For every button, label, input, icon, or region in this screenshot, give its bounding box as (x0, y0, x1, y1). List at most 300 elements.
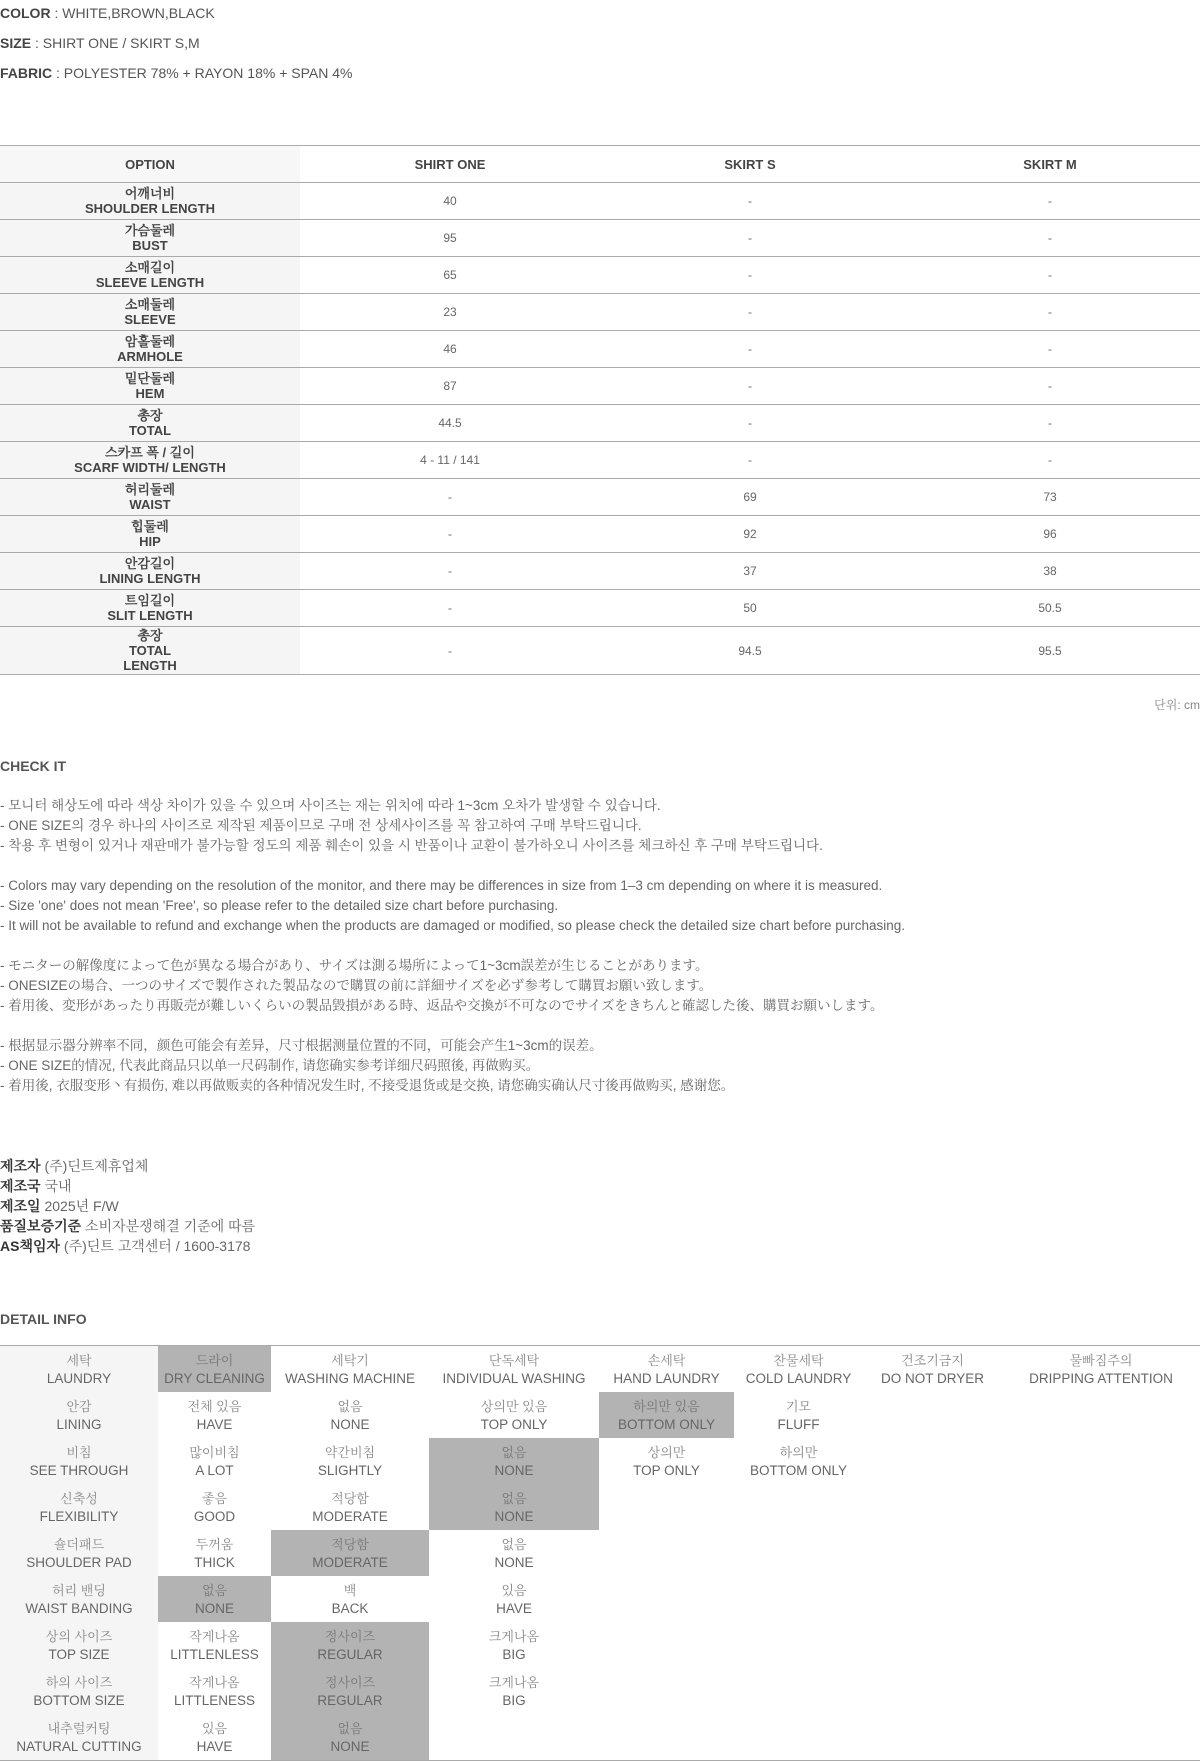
note-line: - ONE SIZE的情况, 代表此商品只以单一尺码制作, 请您确实参考详细尺码照後, 再做购买。 (0, 1058, 540, 1073)
detail-ko: 세탁 (66, 1353, 92, 1368)
size-row (0, 442, 1200, 479)
detail-row-head (0, 1346, 158, 1393)
detail-ko: 없음 (201, 1583, 228, 1598)
size-table (0, 145, 1200, 675)
size-row-label (0, 590, 300, 627)
maker-value: (주)딘트제휴업체 (40, 1158, 149, 1174)
detail-ko: 물빠짐주의 (1069, 1353, 1133, 1368)
label-ko: 안감길이 (124, 556, 176, 571)
note-line: - ONE SIZE의 경우 하나의 사이즈로 제작된 제품이므로 구매 전 상세사이즈를 꼭 참고하여 구매 부탁드립니다. (0, 818, 642, 833)
maker-label: 품질보증기준 (0, 1218, 82, 1234)
detail-en: FLUFF (777, 1417, 820, 1432)
size-value-cell: 95 (443, 231, 457, 245)
size-value-cell: 23 (443, 305, 457, 319)
detail-cell (863, 1714, 1002, 1761)
detail-en: SEE THROUGH (29, 1463, 129, 1478)
detail-row-head (0, 1484, 158, 1530)
detail-cell (158, 1484, 271, 1530)
detail-ko: 하의 사이즈 (45, 1675, 113, 1690)
maker-row (0, 1176, 255, 1196)
detail-ko: 백 (343, 1583, 357, 1598)
detail-cell (599, 1576, 734, 1622)
detail-ko: 하의만 있음 (633, 1399, 700, 1414)
label-ko: 가슴둘레 (124, 223, 176, 238)
label-ko: 소매둘레 (124, 297, 176, 312)
detail-cell (863, 1668, 1002, 1714)
spec-size (0, 35, 200, 51)
label-ko: 총장 (137, 628, 163, 643)
maker-row (0, 1216, 255, 1236)
size-row (0, 516, 1200, 553)
note-line: - 모니터 해상도에 따라 색상 차이가 있을 수 있으며 사이즈는 재는 위치에 따라 1~3cm 오차가 발생할 수 있습니다. (0, 798, 661, 813)
header-option: OPTION (0, 146, 300, 183)
detail-cell (271, 1530, 429, 1576)
detail-cell (734, 1576, 863, 1622)
detail-cell (158, 1668, 271, 1714)
detail-ko: 찬물세탁 (773, 1353, 824, 1368)
detail-ko: 좋음 (201, 1491, 228, 1506)
detail-ko: 없음 (501, 1537, 527, 1552)
label-ko: 소매길이 (124, 260, 176, 275)
maker-value: 2025년 F/W (40, 1198, 119, 1214)
spec-label: FABRIC (0, 65, 53, 81)
detail-en: NONE (494, 1509, 534, 1524)
detail-cell (1002, 1714, 1200, 1761)
size-row (0, 294, 1200, 331)
note-line: - It will not be available to refund and exchange when the products are damaged or modified, so please check the detailed size chart before purchasing. (0, 918, 906, 933)
detail-cell (271, 1392, 429, 1438)
size-value-cell: - (1048, 194, 1052, 208)
maker-value: 소비자분쟁해결 기준에 따름 (81, 1218, 256, 1234)
size-value-cell: 38 (1043, 564, 1057, 578)
maker-info (0, 1156, 255, 1256)
detail-cell (1002, 1438, 1200, 1484)
size-value-cell: - (1048, 416, 1052, 430)
size-row (0, 220, 1200, 257)
detail-ko: 적당함 (331, 1491, 369, 1506)
detail-row (0, 1530, 1200, 1576)
detail-cell (429, 1346, 599, 1393)
label-en: SLEEVE (124, 312, 176, 327)
label-ko: 암홀둘레 (124, 334, 176, 349)
detail-ko: 없음 (337, 1399, 363, 1414)
detail-en: TOP SIZE (48, 1647, 110, 1662)
detail-ko: 작게나옴 (189, 1629, 240, 1644)
detail-en: FLEXIBILITY (39, 1509, 119, 1524)
detail-row (0, 1576, 1200, 1622)
size-row-label (0, 368, 300, 405)
detail-en: LITTLENESS (173, 1693, 256, 1708)
size-value-cell: - (448, 564, 452, 578)
detail-ko: 기모 (785, 1399, 812, 1414)
note-line: - 着用後、変形があったり再販売が難しいくらいの製品毀損がある時、返品や交換が不可なのでサイズをきちんと確認した後、購買お願いします。 (0, 998, 884, 1013)
spec-label: SIZE (0, 35, 32, 51)
label-en-2: LENGTH (123, 658, 177, 673)
detail-row (0, 1668, 1200, 1714)
check-it-title: CHECK IT (0, 758, 67, 774)
size-value-cell: - (448, 490, 452, 504)
detail-en: NONE (494, 1463, 534, 1478)
detail-ko: 세탁기 (331, 1353, 369, 1368)
size-value-cell: - (748, 453, 752, 467)
detail-en: SLIGHTLY (317, 1463, 383, 1478)
size-row-label (0, 257, 300, 294)
detail-cell (734, 1622, 863, 1668)
detail-en: NATURAL CUTTING (16, 1739, 142, 1754)
detail-ko: 정사이즈 (324, 1675, 376, 1690)
detail-ko: 없음 (501, 1491, 527, 1506)
detail-cell (429, 1484, 599, 1530)
detail-cell (734, 1530, 863, 1576)
detail-ko: 있음 (201, 1721, 228, 1736)
detail-cell (158, 1530, 271, 1576)
detail-cell (429, 1714, 599, 1761)
detail-ko: 두꺼움 (195, 1537, 234, 1552)
detail-cell (429, 1530, 599, 1576)
detail-info-table (0, 1345, 1200, 1761)
note-line: - Size 'one' does not mean 'Free', so please refer to the detailed size chart before purchasing. (0, 898, 559, 913)
detail-cell (863, 1576, 1002, 1622)
size-value-cell: 65 (443, 268, 457, 282)
detail-cell (863, 1484, 1002, 1530)
detail-cell (599, 1530, 734, 1576)
detail-row-head (0, 1392, 158, 1438)
detail-row (0, 1438, 1200, 1484)
detail-en: WAIST BANDING (25, 1601, 133, 1616)
detail-en: BIG (502, 1647, 526, 1662)
detail-en: HAVE (496, 1601, 532, 1616)
maker-label: 제조국 (0, 1178, 41, 1194)
detail-ko: 적당함 (331, 1537, 369, 1552)
detail-cell (158, 1392, 271, 1438)
maker-value: 국내 (40, 1178, 72, 1194)
detail-cell (599, 1346, 734, 1393)
detail-cell (429, 1668, 599, 1714)
detail-cell (599, 1438, 734, 1484)
detail-row (0, 1346, 1200, 1393)
spec-label: COLOR (0, 5, 51, 21)
label-en: SLEEVE LENGTH (95, 275, 205, 290)
detail-ko: 크게나옴 (488, 1675, 540, 1690)
detail-en: MODERATE (312, 1509, 388, 1524)
detail-ko: 비침 (66, 1445, 92, 1460)
detail-info-title: DETAIL INFO (0, 1311, 87, 1327)
detail-cell (429, 1438, 599, 1484)
label-en: BUST (132, 238, 168, 253)
detail-ko: 하의만 (779, 1445, 818, 1460)
detail-en: HAND LAUNDRY (613, 1371, 720, 1386)
detail-en: TOP ONLY (633, 1463, 700, 1478)
label-en: ARMHOLE (117, 349, 183, 364)
size-value-cell: 4 - 11 / 141 (420, 453, 480, 467)
detail-ko: 상의만 있음 (480, 1399, 548, 1414)
detail-en: A LOT (195, 1463, 234, 1478)
detail-cell (734, 1714, 863, 1761)
detail-row (0, 1392, 1200, 1438)
detail-en: LITTLENLESS (170, 1647, 259, 1662)
check-it-notes (0, 796, 1190, 1116)
detail-en: MODERATE (312, 1555, 388, 1570)
spec-value: : SHIRT ONE / SKIRT S,M (31, 35, 200, 51)
detail-ko: 있음 (501, 1583, 527, 1598)
detail-ko: 손세탁 (647, 1353, 686, 1368)
detail-cell (429, 1622, 599, 1668)
note-group (0, 1036, 1190, 1096)
size-row (0, 553, 1200, 590)
detail-en: DRIPPING ATTENTION (1029, 1371, 1173, 1386)
detail-row (0, 1484, 1200, 1530)
label-ko: 힙둘레 (131, 519, 169, 534)
detail-row-head (0, 1622, 158, 1668)
size-row (0, 257, 1200, 294)
size-value-cell: 50.5 (1038, 601, 1062, 615)
size-value-cell: 94.5 (738, 643, 762, 658)
note-line: - モニターの解像度によって色が異なる場合があり、サイズは測る場所によって1~3cm誤差が生じることがあります。 (0, 958, 709, 973)
note-line: - 착용 후 변형이 있거나 재판매가 불가능할 정도의 제품 훼손이 있을 시 반품이나 교환이 불가하오니 사이즈를 체크하신 후 구매 부탁드립니다. (0, 838, 823, 853)
detail-en: NONE (330, 1417, 370, 1432)
size-row (0, 590, 1200, 627)
size-value-cell: 40 (443, 194, 457, 208)
label-en: TOTAL (128, 423, 172, 438)
detail-ko: 단독세탁 (488, 1353, 540, 1368)
label-ko: 총장 (137, 408, 163, 423)
label-ko: 밑단둘레 (124, 371, 176, 386)
header-shirt-one: SHIRT ONE (414, 156, 486, 172)
note-group (0, 796, 1190, 856)
detail-ko: 많이비침 (189, 1445, 240, 1460)
note-group (0, 876, 1190, 936)
detail-ko: 안감 (66, 1399, 92, 1414)
maker-value: (주)딘트 고객센터 / 1600-3178 (60, 1238, 251, 1254)
detail-cell (158, 1714, 271, 1761)
label-en: HEM (135, 386, 165, 401)
size-row (0, 479, 1200, 516)
detail-cell (734, 1484, 863, 1530)
size-row (0, 331, 1200, 368)
size-value-cell: - (448, 527, 452, 541)
label-en: LINING LENGTH (99, 571, 201, 586)
size-value-cell: - (1048, 379, 1052, 393)
size-value-cell: 73 (1043, 490, 1057, 504)
size-value-cell: - (748, 231, 752, 245)
detail-en: HAVE (196, 1417, 233, 1432)
detail-ko: 약간비침 (324, 1445, 376, 1460)
detail-en: REGULAR (317, 1647, 383, 1662)
detail-ko: 크게나옴 (488, 1629, 540, 1644)
detail-ko: 없음 (337, 1721, 363, 1736)
size-value-cell: - (448, 643, 452, 658)
maker-label: 제조일 (0, 1198, 41, 1214)
spec-color (0, 5, 215, 21)
detail-en: SHOULDER PAD (26, 1555, 132, 1570)
size-row-label (0, 627, 300, 675)
maker-label: AS책임자 (0, 1238, 61, 1254)
detail-ko: 내추럴커팅 (47, 1721, 111, 1736)
detail-cell (863, 1530, 1002, 1576)
detail-ko: 드라이 (195, 1353, 234, 1368)
size-row-label (0, 516, 300, 553)
label-en: WAIST (129, 497, 171, 512)
detail-en: WASHING MACHINE (284, 1371, 415, 1386)
label-ko: 트임길이 (124, 593, 176, 608)
size-row (0, 368, 1200, 405)
detail-ko: 숄더패드 (53, 1537, 105, 1552)
label-en: HIP (139, 534, 161, 549)
detail-en: COLD LAUNDRY (745, 1371, 852, 1386)
detail-cell (158, 1622, 271, 1668)
detail-ko: 전체 있음 (187, 1399, 242, 1414)
detail-cell (158, 1346, 271, 1393)
size-value-cell: 44.5 (438, 416, 462, 430)
label-ko: 허리둘레 (124, 482, 176, 497)
detail-cell (599, 1668, 734, 1714)
detail-ko: 정사이즈 (324, 1629, 376, 1644)
spec-value: : WHITE,BROWN,BLACK (50, 5, 215, 21)
label-ko: 스카프 폭 / 길이 (105, 445, 195, 460)
size-value-cell: 69 (743, 490, 757, 504)
size-value-cell: - (1048, 305, 1052, 319)
size-row (0, 405, 1200, 442)
detail-cell (1002, 1484, 1200, 1530)
detail-cell (599, 1714, 734, 1761)
detail-ko: 허리 밴딩 (52, 1583, 106, 1598)
detail-cell (271, 1668, 429, 1714)
detail-ko: 없음 (501, 1445, 527, 1460)
detail-cell (734, 1668, 863, 1714)
note-group (0, 956, 1190, 1016)
spec-value: : POLYESTER 78% + RAYON 18% + SPAN 4% (52, 65, 353, 81)
size-row (0, 627, 1200, 675)
size-value-cell: 50 (743, 601, 757, 615)
detail-cell (1002, 1346, 1200, 1393)
note-line: - Colors may vary depending on the resolution of the monitor, and there may be differences in size from 1–3 cm depending on where it is measured. (0, 878, 883, 893)
size-row-label (0, 553, 300, 590)
detail-cell (271, 1346, 429, 1393)
detail-en: TOP ONLY (480, 1417, 548, 1432)
detail-cell (271, 1714, 429, 1761)
detail-cell (429, 1576, 599, 1622)
size-value-cell: - (748, 379, 752, 393)
maker-label: 제조자 (0, 1158, 41, 1174)
detail-info-body (0, 1346, 1200, 1761)
size-value-cell: 95.5 (1038, 643, 1062, 658)
detail-row-head (0, 1714, 158, 1761)
detail-row-head (0, 1438, 158, 1484)
detail-cell (863, 1392, 1002, 1438)
detail-cell (1002, 1668, 1200, 1714)
detail-cell (1002, 1392, 1200, 1438)
detail-ko: 상의 사이즈 (45, 1629, 113, 1644)
size-value-cell: - (748, 342, 752, 356)
size-value-cell: - (748, 305, 752, 319)
detail-cell (1002, 1530, 1200, 1576)
spec-fabric (0, 65, 352, 81)
size-value-cell: 92 (743, 527, 757, 541)
detail-en: INDIVIDUAL WASHING (442, 1371, 586, 1386)
size-row-label (0, 442, 300, 479)
detail-row-head (0, 1530, 158, 1576)
detail-cell (734, 1392, 863, 1438)
size-value-cell: - (1048, 231, 1052, 245)
size-row-label (0, 183, 300, 220)
size-value-cell: - (748, 268, 752, 282)
size-value-cell: 96 (1043, 527, 1057, 541)
note-line: - ONESIZEの場合、一つのサイズで製作された製品なので購買の前に詳細サイズを必ず参考して購買お願い致します。 (0, 978, 713, 993)
detail-en: NONE (494, 1555, 534, 1570)
detail-cell (271, 1438, 429, 1484)
detail-en: LAUNDRY (46, 1371, 112, 1386)
size-value-cell: - (448, 601, 452, 615)
detail-en: BIG (502, 1693, 526, 1708)
detail-en: BOTTOM ONLY (749, 1463, 847, 1478)
detail-ko: 작게나옴 (189, 1675, 240, 1690)
size-value-cell: - (748, 416, 752, 430)
label-ko: 어깨너비 (124, 186, 176, 201)
detail-cell (429, 1392, 599, 1438)
maker-row (0, 1156, 255, 1176)
size-row-label (0, 294, 300, 331)
detail-cell (271, 1484, 429, 1530)
detail-en: THICK (194, 1555, 235, 1570)
size-table-header-row (0, 146, 1200, 183)
header-skirt-s: SKIRT S (724, 156, 776, 172)
detail-en: REGULAR (317, 1693, 383, 1708)
detail-cell (863, 1346, 1002, 1393)
size-row-label (0, 220, 300, 257)
detail-en: BOTTOM ONLY (617, 1417, 715, 1432)
detail-en: DRY CLEANING (164, 1371, 265, 1386)
detail-en: NONE (194, 1601, 234, 1616)
label-en: SCARF WIDTH/ LENGTH (74, 460, 226, 475)
detail-cell (863, 1438, 1002, 1484)
size-row (0, 183, 1200, 220)
detail-cell (734, 1438, 863, 1484)
detail-cell (271, 1576, 429, 1622)
detail-ko: 신축성 (60, 1491, 98, 1506)
label-en: TOTAL (128, 643, 172, 658)
detail-cell (158, 1438, 271, 1484)
note-line: - 着用後, 衣服变形丶有损伤, 难以再做贩卖的各种情况发生时, 不接受退货或是交换, 请您确实确认尺寸後再做购买, 感谢您。 (0, 1078, 735, 1093)
label-en: SHOULDER LENGTH (85, 201, 215, 216)
label-en: SLIT LENGTH (107, 608, 193, 623)
detail-en: BOTTOM SIZE (33, 1693, 125, 1708)
detail-ko: 상의만 (647, 1445, 686, 1460)
size-row-label (0, 405, 300, 442)
detail-row (0, 1714, 1200, 1761)
size-value-cell: 87 (443, 379, 457, 393)
detail-en: LINING (56, 1417, 102, 1432)
detail-en: BACK (331, 1601, 369, 1616)
detail-cell (599, 1622, 734, 1668)
maker-row (0, 1196, 255, 1216)
detail-en: HAVE (196, 1739, 233, 1754)
maker-row (0, 1236, 255, 1256)
detail-cell (863, 1622, 1002, 1668)
detail-cell (599, 1484, 734, 1530)
detail-cell (599, 1392, 734, 1438)
size-value-cell: - (1048, 342, 1052, 356)
detail-cell (271, 1622, 429, 1668)
size-value-cell: - (748, 194, 752, 208)
unit-label: 단위: cm (1154, 698, 1200, 712)
size-value-cell: - (1048, 453, 1052, 467)
size-table-body (0, 183, 1200, 675)
size-row-label (0, 479, 300, 516)
size-value-cell: 37 (743, 564, 757, 578)
size-value-cell: 46 (443, 342, 457, 356)
detail-row (0, 1622, 1200, 1668)
detail-en: GOOD (193, 1509, 236, 1524)
